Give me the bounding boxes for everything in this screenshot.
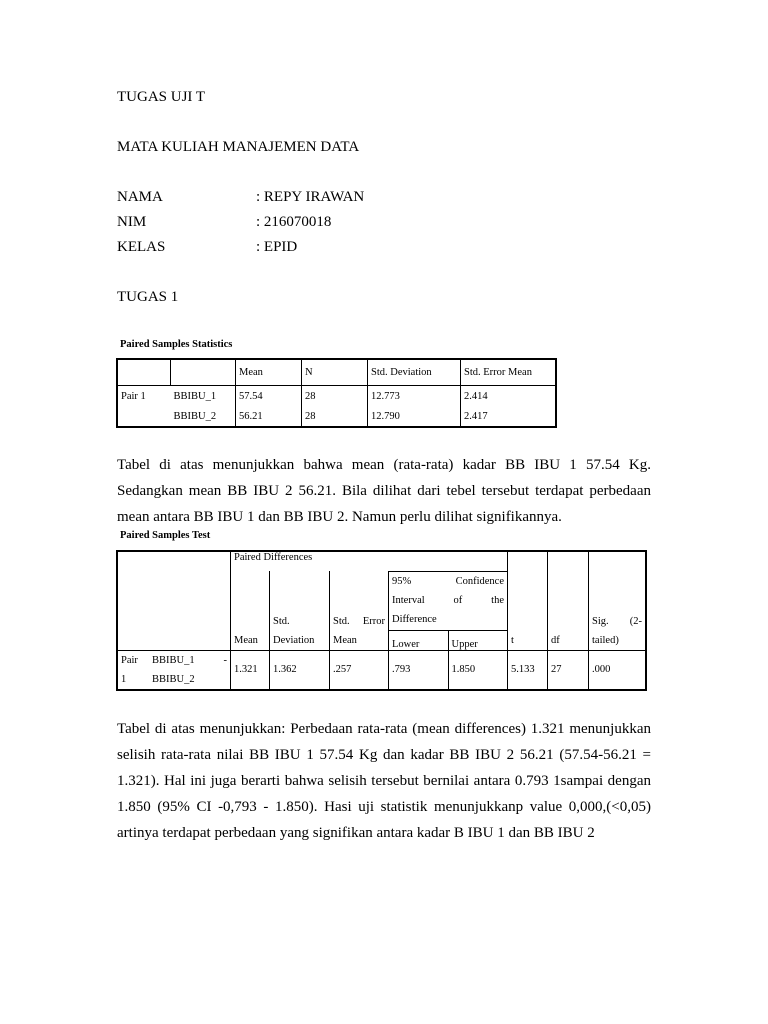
header-sterr-line1 bbox=[333, 612, 385, 631]
std-deviation-cell: 1.362 bbox=[270, 650, 330, 690]
header-empty-cell bbox=[171, 359, 236, 386]
variable-pair-line2: BBIBU_2 bbox=[152, 673, 195, 685]
header-mean-label: Mean bbox=[234, 634, 258, 646]
table2-caption: Paired Samples Test bbox=[120, 530, 211, 541]
header-std-line1: Std. bbox=[273, 615, 290, 627]
header-n: N bbox=[302, 359, 368, 386]
ci-word: 95% bbox=[392, 575, 412, 587]
header-upper: Upper bbox=[448, 630, 508, 650]
header-sterr-line2: Mean bbox=[333, 634, 357, 646]
header-confidence-interval bbox=[389, 571, 508, 630]
paired-samples-statistics-table bbox=[116, 358, 557, 428]
nim-value: : 216070018 bbox=[256, 214, 332, 230]
table1-caption: Paired Samples Statistics bbox=[120, 339, 233, 350]
df-cell: 27 bbox=[548, 650, 589, 690]
paragraph-2: Tabel di atas menunjukkan: Perbedaan rata-rata (mean differences) 1.321 menunjukkan selisih rata-rata nilai BB IBU 1 57.54 Kg dan kadar BB IBU 2 56.21 (57.54-56.21 = 1.321). Hal ini juga berarti bahwa selisih tersebut bernilai antara 0.793 1sampai dengan 1.850 (95% CI -0,793 - 1.850). Hasi uji statistik menunjukkanp value 0,000,(<0,05) artinya terdapat perbedaan yang signifikan antara kadar B IBU 1 dan BB IBU 2 bbox=[117, 721, 651, 841]
header-mean: Mean bbox=[236, 359, 302, 386]
std-error-cell: 2.414 bbox=[461, 386, 557, 407]
header-std-error-mean bbox=[330, 571, 389, 650]
std-error-cell: 2.417 bbox=[461, 406, 557, 427]
header-lower: Lower bbox=[389, 630, 449, 650]
n-cell: 28 bbox=[302, 386, 368, 407]
header-sig-line1 bbox=[592, 612, 642, 631]
pair-label: Pair 1 bbox=[117, 386, 171, 407]
sig-paren: (2- bbox=[629, 615, 642, 627]
pair-label-line1: Pair bbox=[121, 654, 138, 666]
header-std-error-mean: Std. Error Mean bbox=[461, 359, 557, 386]
nim-label: NIM bbox=[117, 214, 147, 230]
var-dash: - bbox=[223, 654, 227, 666]
mean-cell: 1.321 bbox=[231, 650, 270, 690]
mean-cell: 56.21 bbox=[236, 406, 302, 427]
task-heading: TUGAS 1 bbox=[117, 289, 179, 305]
header-sig bbox=[589, 551, 647, 650]
header-std-deviation bbox=[270, 571, 330, 650]
header-empty-cell bbox=[117, 551, 231, 650]
sig-word: Sig. bbox=[592, 615, 609, 627]
variable-pair-line1 bbox=[152, 651, 227, 670]
std-deviation-cell: 12.790 bbox=[368, 406, 461, 427]
header-std-deviation: Std. Deviation bbox=[368, 359, 461, 386]
header-paired-differences: Paired Differences bbox=[231, 551, 508, 571]
course-title: MATA KULIAH MANAJEMEN DATA bbox=[117, 139, 360, 155]
ci-line2 bbox=[392, 591, 504, 610]
header-std-line2: Deviation bbox=[273, 634, 315, 646]
n-cell: 28 bbox=[302, 406, 368, 427]
sterr-word2: Error bbox=[362, 615, 385, 627]
name-value: : REPY IRAWAN bbox=[256, 189, 365, 205]
sig-cell: .000 bbox=[589, 650, 647, 690]
pair-label-empty bbox=[117, 406, 171, 427]
mean-cell: 57.54 bbox=[236, 386, 302, 407]
class-value: : EPID bbox=[256, 239, 298, 255]
paired-samples-test-table bbox=[116, 550, 647, 691]
std-deviation-cell: 12.773 bbox=[368, 386, 461, 407]
var-name: BBIBU_1 bbox=[152, 654, 195, 666]
name-label: NAMA bbox=[117, 189, 163, 205]
header-sig-line2: tailed) bbox=[592, 634, 619, 646]
t-cell: 5.133 bbox=[508, 650, 548, 690]
header-mean bbox=[231, 571, 270, 650]
pair-label bbox=[117, 650, 149, 690]
header-t-label: t bbox=[511, 634, 514, 646]
header-df-label: df bbox=[551, 634, 560, 646]
upper-cell: 1.850 bbox=[448, 650, 508, 690]
pair-label-line2: 1 bbox=[121, 673, 127, 685]
class-label: KELAS bbox=[117, 239, 166, 255]
document-title: TUGAS UJI T bbox=[117, 89, 206, 105]
table-row bbox=[117, 406, 556, 427]
variable-pair bbox=[149, 650, 231, 690]
lower-cell: .793 bbox=[389, 650, 449, 690]
header-df bbox=[548, 551, 589, 650]
ci-line3: Difference bbox=[392, 613, 437, 625]
sterr-word1: Std. bbox=[333, 615, 350, 627]
ci-line1 bbox=[392, 572, 504, 591]
ci-word: of bbox=[453, 594, 463, 606]
variable-name: BBIBU_2 bbox=[171, 406, 236, 427]
paragraph-1: Tabel di atas menunjukkan bahwa mean (rata-rata) kadar BB IBU 1 57.54 Kg. Sedangkan mean BB IBU 2 56.21. Bila dilihat dari tebel tersebut terdapat perbedaan mean antara BB IBU 1 dan BB IBU 2. Namun perlu dilihat signifikannya. bbox=[117, 457, 651, 525]
table-row bbox=[117, 386, 556, 407]
variable-name: BBIBU_1 bbox=[171, 386, 236, 407]
ci-word: the bbox=[491, 594, 504, 606]
header-t bbox=[508, 551, 548, 650]
ci-word: Interval bbox=[392, 594, 425, 606]
std-error-cell: .257 bbox=[330, 650, 389, 690]
table-row bbox=[117, 650, 646, 690]
header-empty-cell bbox=[117, 359, 171, 386]
ci-word: Confidence bbox=[455, 575, 504, 587]
